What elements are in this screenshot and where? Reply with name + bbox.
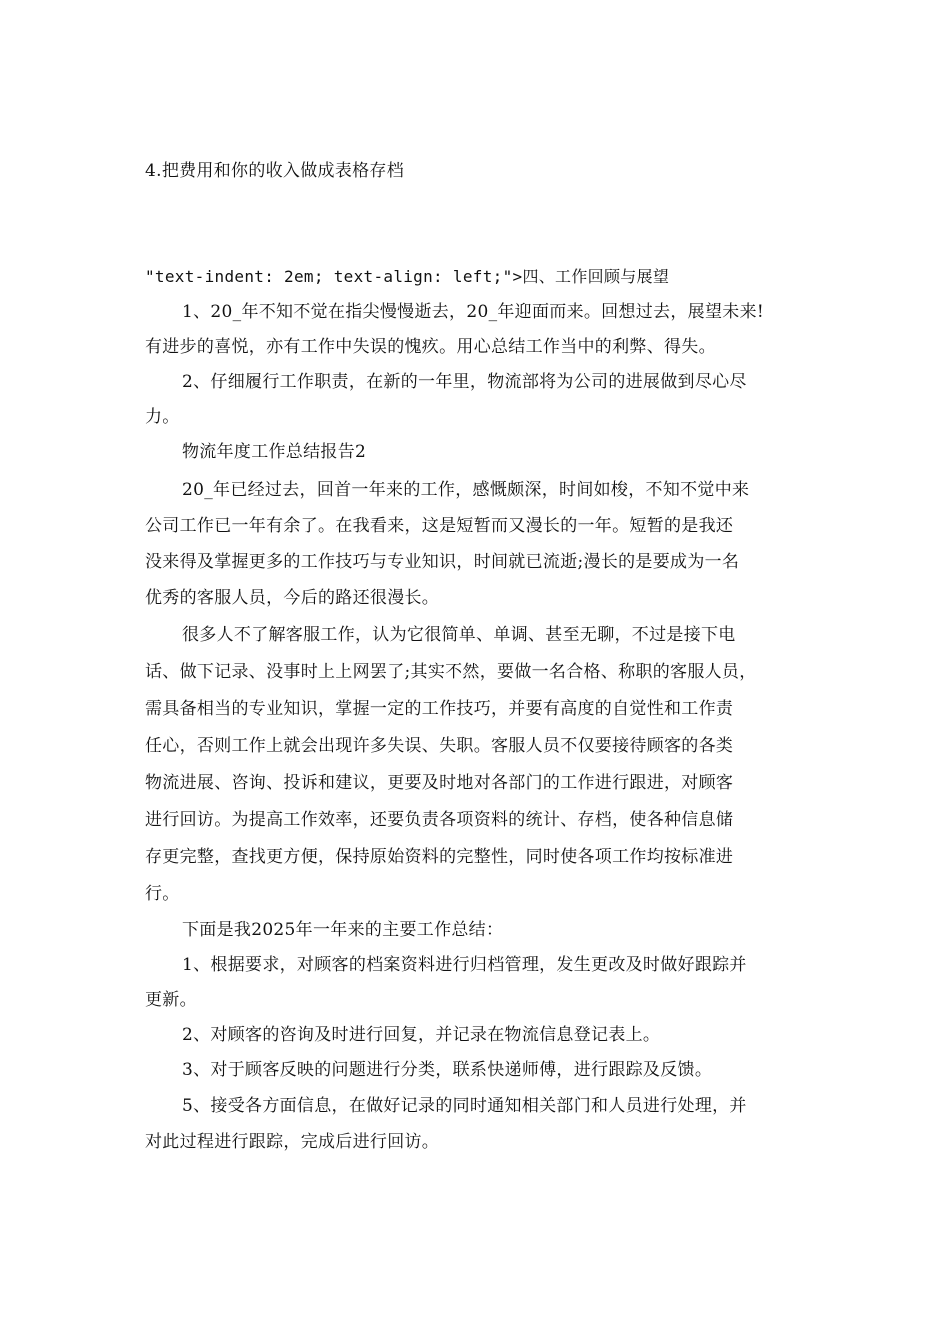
list-item-archive-expenses: 4.把费用和你的收入做成表格存档 [145, 161, 405, 181]
list-item: 更新。 [145, 990, 197, 1010]
section-heading-review-outlook: "text-indent: 2em; text-align: left;">四、工作回顾与展望 [145, 267, 670, 286]
paragraph-line: 物流进展、咨询、投诉和建议，更要及时地对各部门的工作进行跟进，对顾客 [145, 773, 734, 793]
paragraph-line: 公司工作已一年有余了。在我看来，这是短暂而又漫长的一年。短暂的是我还 [145, 516, 734, 536]
paragraph-line: 力。 [145, 407, 180, 427]
list-item: 1、根据要求，对顾客的档案资料进行归档管理，发生更改及时做好跟踪并 [182, 955, 747, 975]
list-item: 5、接受各方面信息，在做好记录的同时通知相关部门和人员进行处理，并 [182, 1096, 747, 1116]
paragraph-line: 进行回访。为提高工作效率，还要负责各项资料的统计、存档，使各种信息储 [145, 810, 734, 830]
paragraph-line: 需具备相当的专业知识，掌握一定的工作技巧，并要有高度的自觉性和工作责 [145, 699, 734, 719]
paragraph-line: 优秀的客服人员，今后的路还很漫长。 [145, 588, 440, 608]
paragraph-line: 存更完整，查找更方便，保持原始资料的完整性，同时使各项工作均按标准进 [145, 847, 734, 867]
paragraph-line: 1、20_年不知不觉在指尖慢慢逝去，20_年迎面而来。回想过去，展望未来! [182, 302, 765, 322]
paragraph-line: 2、仔细履行工作职责，在新的一年里，物流部将为公司的进展做到尽心尽 [182, 372, 747, 392]
paragraph-line: 没来得及掌握更多的工作技巧与专业知识，时间就已流逝;漫长的是要成为一名 [145, 552, 740, 572]
list-item: 对此过程进行跟踪，完成后进行回访。 [145, 1132, 440, 1152]
list-item: 3、对于顾客反映的问题进行分类，联系快递师傅，进行跟踪及反馈。 [182, 1060, 713, 1080]
list-item: 2、对顾客的咨询及时进行回复，并记录在物流信息登记表上。 [182, 1025, 661, 1045]
report-subtitle: 物流年度工作总结报告2 [182, 442, 367, 462]
paragraph-line: 20_年已经过去，回首一年来的工作，感慨颇深，时间如梭，不知不觉中来 [182, 480, 750, 500]
paragraph-line: 下面是我2025年一年来的主要工作总结： [182, 920, 504, 940]
paragraph-line: 任心，否则工作上就会出现许多失误、失职。客服人员不仅要接待顾客的各类 [145, 736, 734, 756]
paragraph-line: 很多人不了解客服工作，认为它很简单、单调、甚至无聊，不过是接下电 [182, 625, 736, 645]
paragraph-line: 有进步的喜悦，亦有工作中失误的愧疚。用心总结工作当中的利弊、得失。 [145, 337, 716, 357]
paragraph-line: 话、做下记录、没事时上上网罢了;其实不然，要做一名合格、称职的客服人员， [145, 662, 757, 682]
paragraph-line: 行。 [145, 884, 180, 904]
